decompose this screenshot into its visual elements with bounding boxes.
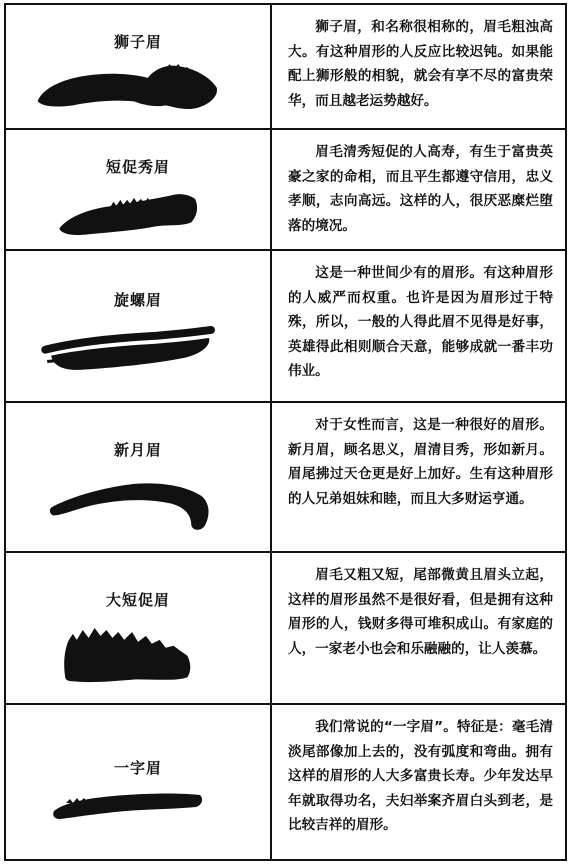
table-row: [6, 403, 565, 553]
eyebrow-types-table: [4, 3, 567, 861]
desc-cell: [272, 251, 565, 401]
big-short-brow-illustration: [6, 553, 270, 703]
brow-name: 狮子眉: [113, 33, 162, 51]
brow-cell: [6, 705, 272, 859]
brow-description: 这是一种世间少有的眉形。有这种眉形的人威严而权重。也许是因为眉形过于特殊，所以，一般的人得此眉不见得是好事，英雄得此相则顺合天意，能够成就一番丰功伟业。: [288, 265, 553, 379]
desc-cell: [272, 553, 565, 703]
desc-cell: [272, 403, 565, 551]
table-row: [6, 553, 565, 705]
desc-cell: [272, 705, 565, 859]
table-row: [6, 251, 565, 403]
brow-description: 眉毛又粗又短，尾部微黄且眉头立起，这样的眉形虽然不是很好看，但是拥有这种眉形的人，钱财多得可堆积成山。有家庭的人，一家老小也会和乐融融的，让人羡慕。: [288, 567, 553, 657]
spiral-brow-illustration: [6, 251, 270, 401]
table-row: [6, 705, 565, 859]
desc-cell: [272, 5, 565, 128]
brow-cell: [6, 251, 272, 401]
brow-description: 眉毛清秀短促的人高寿，有生于富贵英豪之家的命相，而且平生都遵守信用，忠义孝顺，志向高远。这样的人，很厌恶糜烂堕落的境况。: [288, 144, 553, 234]
desc-cell: [272, 130, 565, 249]
brow-description: 狮子眉，和名称很相称的，眉毛粗浊高大。有这种眉形的人反应比较迟钝。如果能配上狮形般的相貌，就会有享不尽的富贵荣华，而且越老运势越好。: [288, 19, 553, 109]
brow-cell: [6, 130, 272, 249]
brow-cell: [6, 553, 272, 703]
brow-name: 短促秀眉: [105, 158, 170, 176]
lion-brow-illustration: [6, 5, 270, 128]
table-row: [6, 5, 565, 130]
short-elegant-brow-illustration: [6, 130, 270, 249]
straight-line-brow-illustration: [6, 705, 270, 859]
brow-description: 对于女性而言，这是一种很好的眉形。新月眉，顾名思义，眉清目秀，形如新月。眉尾拂过天仓更是好上加好。生有这种眉形的人兄弟姐妹和睦，而且大多财运亨通。: [288, 417, 553, 507]
brow-cell: [6, 5, 272, 128]
brow-name: 大短促眉: [105, 591, 170, 609]
table-row: [6, 130, 565, 251]
crescent-moon-brow-illustration: [6, 403, 270, 551]
brow-name: 一字眉: [113, 759, 162, 777]
brow-description: 我们常说的“一字眉”。特征是：毫毛清淡尾部像加上去的，没有弧度和弯曲。拥有这样的眉形的人大多富贵长寿。少年发达早年就取得功名，夫妇举案齐眉白头到老，是比较吉祥的眉形。: [288, 719, 553, 833]
brow-name: 旋螺眉: [113, 291, 162, 309]
brow-name: 新月眉: [113, 441, 162, 459]
brow-cell: [6, 403, 272, 551]
